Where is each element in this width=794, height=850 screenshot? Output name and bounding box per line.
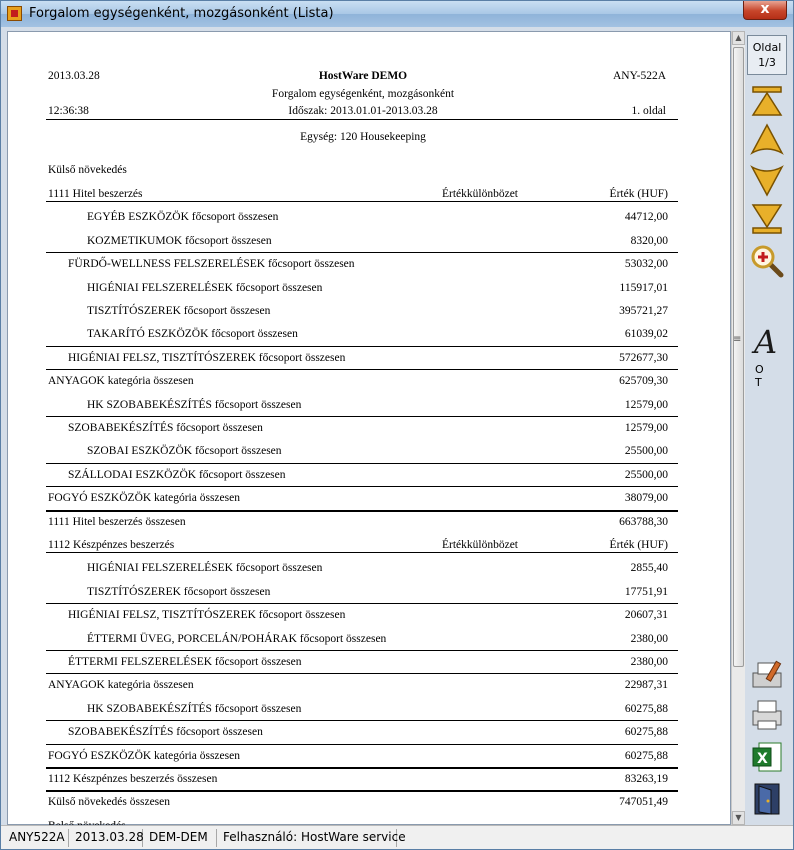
vertical-scrollbar[interactable]: [731, 31, 745, 825]
row-label: EGYÉB ESZKÖZÖK főcsoport összesen: [87, 211, 279, 224]
scrollbar-thumb[interactable]: [733, 47, 744, 667]
row-value: 60275,88: [624, 726, 668, 739]
row-value: 12579,00: [624, 422, 668, 434]
row-label: HIGÉNIAI FELSZERELÉSEK főcsoport összesen: [87, 281, 323, 294]
rule-line: [46, 416, 678, 417]
row-value: 53032,00: [624, 258, 668, 271]
first-page-icon[interactable]: [749, 83, 785, 119]
row-value: 625709,30: [619, 375, 668, 388]
rule-line: [46, 201, 678, 202]
group-total-label: 1112 Készpénzes beszerzés összesen: [48, 773, 218, 785]
page-indicator-label: Oldal: [752, 41, 782, 54]
row-value: 395721,27: [619, 305, 668, 317]
report-viewer[interactable]: [7, 31, 731, 825]
close-button[interactable]: x: [743, 1, 787, 20]
status-bar: [1, 825, 793, 849]
row-label: SZOBABEKÉSZÍTÉS főcsoport összesen: [68, 422, 263, 434]
scroll-up-icon[interactable]: ▲: [732, 31, 745, 45]
row-label: HIGÉNIAI FELSZERELÉSEK főcsoport összesen: [87, 562, 323, 575]
report-date: 2013.03.28: [48, 70, 100, 82]
rule-line: [46, 552, 678, 553]
font-icon[interactable]: [749, 323, 785, 359]
group-total-value: 83263,19: [624, 773, 668, 785]
status-user: Felhasználó: HostWare service: [219, 829, 397, 847]
row-label: ÉTTERMI ÜVEG, PORCELÁN/POHÁRAK főcsoport összesen: [87, 632, 387, 645]
report-time: 12:36:38: [48, 105, 89, 117]
page-indicator-value: 1/3: [758, 56, 776, 69]
next-page-icon[interactable]: [749, 163, 785, 199]
row-value: 60275,88: [624, 749, 668, 762]
rule-line: [46, 463, 678, 464]
window-title: Forgalom egységenként, mozgásonként (Lista): [29, 6, 334, 21]
previous-page-icon[interactable]: [749, 121, 785, 157]
rule-line: [46, 603, 678, 604]
rule-line: [46, 252, 678, 253]
status-date: 2013.03.28: [71, 829, 143, 847]
row-label: TISZTÍTÓSZEREK főcsoport összesen: [87, 585, 271, 598]
group-title: 1112 Készpénzes beszerzés: [48, 539, 175, 551]
rule-line: [46, 119, 678, 120]
row-value: 115917,01: [619, 281, 668, 294]
font-toggle-label: O T: [755, 363, 774, 389]
rule-line: [46, 673, 678, 674]
rule-line: [46, 346, 678, 347]
row-label: TISZTÍTÓSZEREK főcsoport összesen: [87, 305, 271, 317]
row-value: 12579,00: [624, 398, 668, 411]
section-total-value: 747051,49: [619, 796, 668, 809]
svg-text:A: A: [754, 323, 778, 361]
row-label: HIGÉNIAI FELSZ, TISZTÍTÓSZEREK főcsoport összesen: [68, 351, 346, 364]
group-title: 1111 Hitel beszerzés: [48, 188, 143, 200]
report-company: HostWare DEMO: [318, 70, 408, 82]
row-value: 25500,00: [624, 468, 668, 481]
row-value: 44712,00: [624, 211, 668, 224]
row-value: 17751,91: [624, 585, 668, 598]
splitter-grip-icon[interactable]: ≡: [733, 334, 742, 345]
group-total-value: 663788,30: [619, 515, 668, 528]
row-label: SZOBABEKÉSZÍTÉS főcsoport összesen: [68, 726, 263, 739]
scroll-down-icon[interactable]: ▼: [732, 811, 745, 825]
column-header-value: Érték (HUF): [609, 188, 668, 200]
rule-line: [46, 767, 678, 769]
status-database: DEM-DEM: [145, 829, 217, 847]
row-label: HIGÉNIAI FELSZ, TISZTÍTÓSZEREK főcsoport összesen: [68, 609, 346, 622]
row-label: ÉTTERMI FELSZERELÉSEK főcsoport összesen: [68, 656, 302, 668]
row-value: 25500,00: [624, 445, 668, 458]
row-label: TAKARÍTÓ ESZKÖZÖK főcsoport összesen: [87, 328, 298, 341]
row-value: 572677,30: [619, 351, 668, 364]
rule-line: [46, 486, 678, 487]
row-value: 20607,31: [624, 609, 668, 622]
row-value: 2380,00: [630, 656, 668, 668]
rule-line: [46, 744, 678, 745]
row-value: 2380,00: [630, 632, 668, 645]
last-page-icon[interactable]: [749, 201, 785, 237]
row-value: 60275,88: [624, 702, 668, 715]
svg-text:X: X: [757, 751, 768, 767]
row-value: 38079,00: [624, 492, 668, 505]
row-label: FOGYÓ ESZKÖZÖK kategória összesen: [48, 749, 240, 762]
report-unit: Egység: 120 Housekeeping: [300, 131, 426, 143]
row-label: ANYAGOK kategória összesen: [48, 679, 194, 692]
rule-line: [46, 510, 678, 512]
row-value: 2855,40: [630, 562, 668, 575]
exit-door-icon[interactable]: [749, 781, 785, 817]
row-label: FOGYÓ ESZKÖZÖK kategória összesen: [48, 492, 240, 505]
status-report-code: ANY522A: [5, 829, 69, 847]
row-label: ANYAGOK kategória összesen: [48, 375, 194, 388]
print-setup-icon[interactable]: [749, 657, 785, 693]
app-icon: [7, 6, 22, 21]
rule-line: [46, 369, 678, 370]
row-label: KOZMETIKUMOK főcsoport összesen: [87, 234, 272, 247]
zoom-in-icon[interactable]: [749, 243, 785, 279]
print-icon[interactable]: [749, 697, 785, 733]
rule-line: [46, 790, 678, 792]
report-subtitle: Forgalom egységenként, mozgásonként: [271, 88, 455, 100]
row-value: 61039,02: [624, 328, 668, 341]
column-header-diff: Értékkülönbözet: [442, 539, 519, 551]
column-header-diff: Értékkülönbözet: [442, 188, 519, 200]
row-label: SZÁLLODAI ESZKÖZÖK főcsoport összesen: [68, 468, 286, 481]
row-value: 8320,00: [630, 234, 668, 247]
row-label: HK SZOBABEKÉSZÍTÉS főcsoport összesen: [87, 702, 302, 715]
report-period: Időszak: 2013.01.01-2013.03.28: [288, 105, 438, 117]
report-code: ANY-522A: [612, 70, 666, 82]
viewer-toolbar: [745, 31, 791, 825]
rule-line: [46, 650, 678, 651]
excel-export-icon[interactable]: [749, 739, 785, 775]
row-label: HK SZOBABEKÉSZÍTÉS főcsoport összesen: [87, 398, 302, 411]
report-page: 1. oldal: [631, 105, 666, 117]
section-title: Külső növekedés: [48, 164, 127, 176]
column-header-value: Érték (HUF): [609, 539, 668, 551]
title-bar[interactable]: [1, 1, 793, 27]
rule-line: [46, 720, 678, 721]
row-value: 22987,31: [624, 679, 668, 692]
group-total-label: 1111 Hitel beszerzés összesen: [48, 515, 186, 528]
row-label: FÜRDŐ-WELLNESS FELSZERELÉSEK főcsoport összesen: [68, 258, 355, 271]
row-label: SZOBAI ESZKÖZÖK főcsoport összesen: [87, 445, 282, 458]
section-total-label: Külső növekedés összesen: [48, 796, 171, 809]
page-indicator: [747, 35, 787, 75]
